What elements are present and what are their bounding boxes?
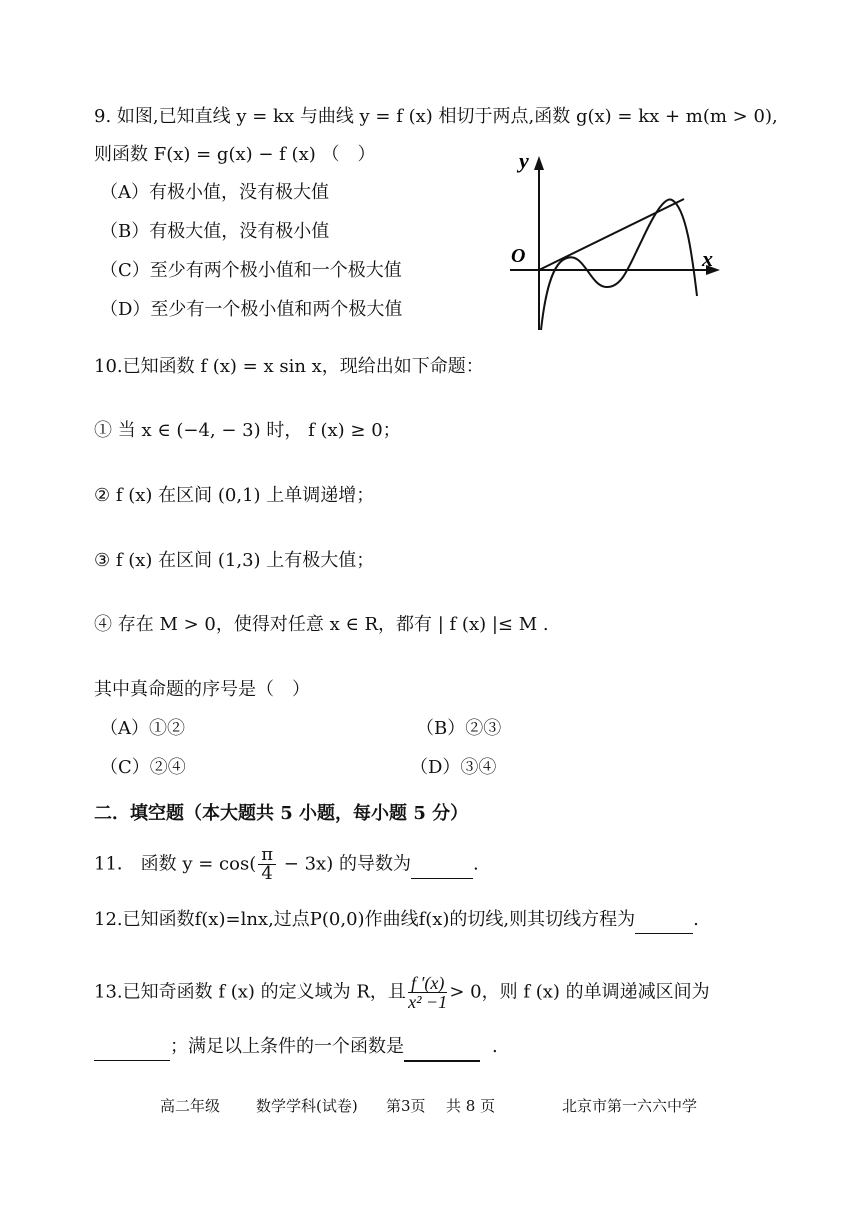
q9-option-b: （B）有极大值，没有极小值: [100, 221, 330, 242]
q10-stem: 10.已知函数 f (x) = x sin x，现给出如下命题：: [94, 356, 484, 377]
q9-option-d: （D）至少有一个极小值和两个极大值: [100, 299, 403, 320]
section-2-heading: 二．填空题（本大题共 5 小题，每小题 5 分）: [94, 803, 469, 824]
q11: [94, 846, 479, 883]
q13-prefix: 13.已知奇函数 f (x) 的定义域为 R，且: [94, 981, 406, 1003]
q9-option-a: （A）有极小值，没有极大值: [100, 182, 329, 203]
footer-grade: 高二年级: [160, 1097, 221, 1115]
q12-answer-blank[interactable]: [635, 907, 693, 934]
q13-line1: [94, 974, 710, 1011]
q13-suffix: > 0，则 f (x) 的单调递减区间为: [449, 981, 710, 1003]
q9-stem-line1: 9. 如图,已知直线 y = kx 与曲线 y = f (x) 相切于两点,函数 g(x) = kx + m(m > 0),: [94, 106, 778, 127]
q13-line2: [94, 1034, 498, 1062]
q9-function-graph: [500, 144, 730, 334]
origin-label: O: [511, 245, 526, 267]
q10-option-c: （C）②④: [100, 757, 186, 778]
q10-question: 其中真命题的序号是（ ）: [94, 679, 310, 700]
q13-frac-den: x² −1: [408, 992, 448, 1012]
q10-option-a: （A）①②: [100, 718, 185, 739]
footer-page: 第3页: [386, 1097, 426, 1115]
q11-prefix: 11． 函数 y = cos(: [94, 853, 257, 875]
footer-school: 北京市第一六六中学: [562, 1097, 698, 1115]
q10-prop-1: ① 当 x ∈ (−4, − 3) 时， f (x) ≥ 0；: [94, 420, 401, 441]
y-axis-arrow: [534, 156, 544, 170]
q10-option-b: （B）②③: [416, 718, 502, 739]
footer-subject: 数学学科(试卷): [256, 1097, 358, 1115]
footer-total: 共 8 页: [446, 1097, 496, 1115]
q9-option-c: （C）至少有两个极小值和一个极大值: [100, 260, 402, 281]
q10-prop-3: ③ f (x) 在区间 (1,3) 上有极大值；: [94, 550, 375, 571]
q10-prop-2: ② f (x) 在区间 (0,1) 上单调递增；: [94, 485, 375, 506]
q13-frac-num: f ′(x): [408, 974, 447, 993]
q11-fraction: [258, 846, 276, 883]
curve-f: [541, 199, 697, 330]
q13-fraction: [408, 974, 447, 1011]
q11-frac-num: π: [258, 846, 276, 865]
q11-answer-blank[interactable]: [411, 852, 473, 879]
q13-line2-end: .: [492, 1036, 498, 1057]
q9-stem-line2: 则函数 F(x) = g(x) − f (x) （ ）: [94, 144, 376, 165]
q12-text: 12.已知函数f(x)=lnx,过点P(0,0)作曲线f(x)的切线,则其切线方程为: [94, 909, 636, 930]
y-axis-label: y: [519, 148, 529, 173]
q10-option-d: （D）③④: [410, 757, 497, 778]
q11-frac-den: 4: [261, 863, 273, 884]
q10-prop-4: ④ 存在 M > 0，使得对任意 x ∈ R，都有 | f (x) |≤ M .: [94, 614, 549, 635]
q11-end: .: [472, 853, 479, 875]
q12: [94, 907, 699, 934]
q11-suffix: − 3x) 的导数为: [278, 853, 411, 875]
q13-line2-mid: ；满足以上条件的一个函数是: [170, 1036, 404, 1057]
q12-end: .: [693, 909, 699, 930]
x-axis-label: x: [702, 246, 713, 271]
q13-blank-2[interactable]: [404, 1034, 480, 1062]
q13-blank-1[interactable]: [94, 1034, 170, 1061]
tangent-line: [539, 199, 684, 270]
